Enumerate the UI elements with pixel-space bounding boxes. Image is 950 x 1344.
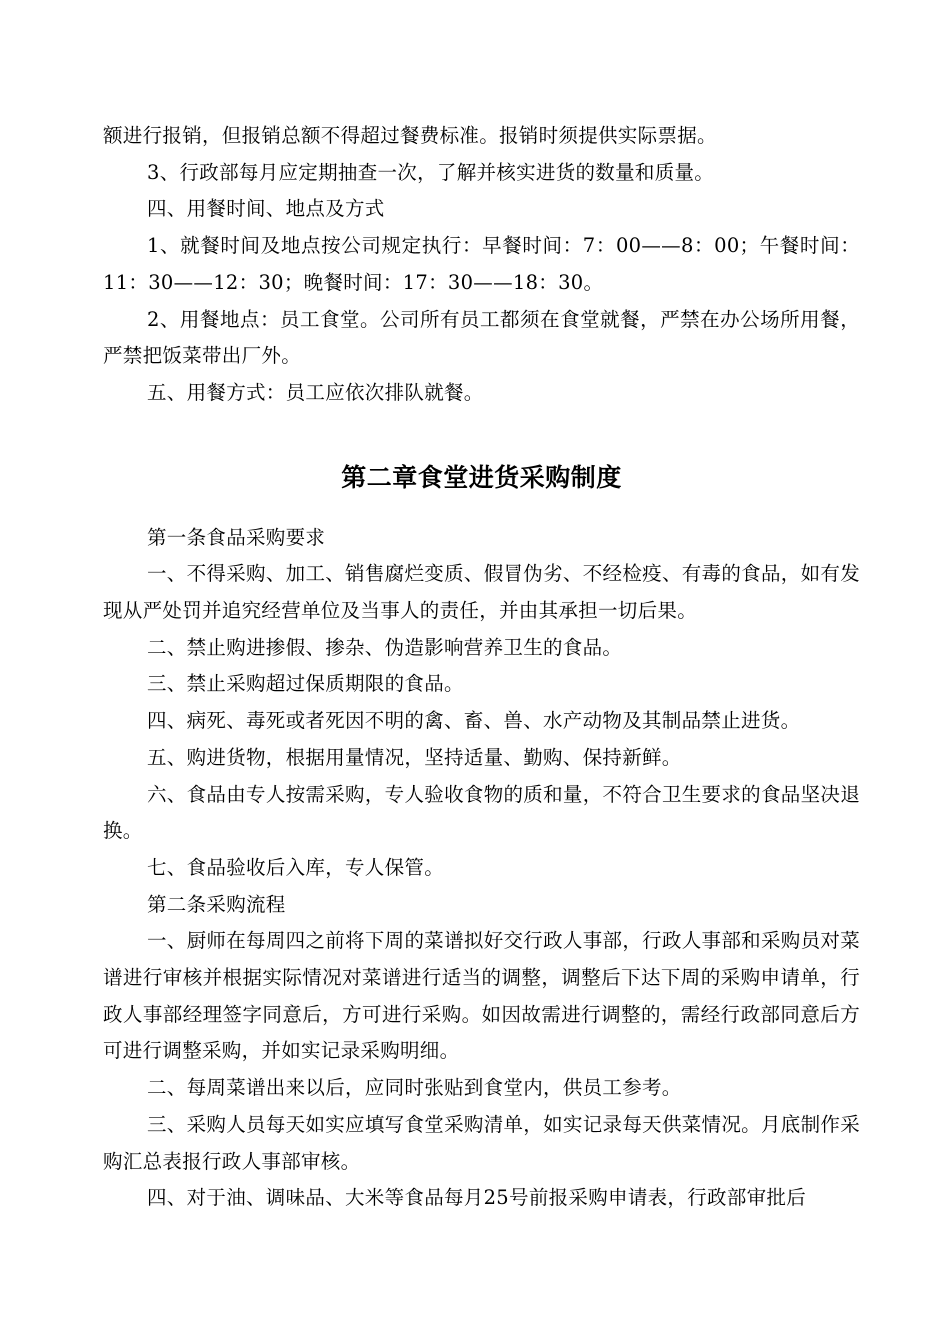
paragraph: 三、禁止采购超过保质期限的食品。: [147, 672, 464, 696]
document-body: [103, 118, 860, 1217]
paragraph: 六、食品由专人按需采购，专人验收食物的质和量，不符合卫生要求的食品坚决退换。: [103, 782, 860, 843]
chapter-title: 第二章食堂进货采购制度: [341, 462, 622, 492]
article-heading: 第二条采购流程: [147, 892, 286, 916]
chapter-heading-block: [103, 412, 860, 520]
paragraph: 四、对于油、调味品、大米等食品每月25号前报采购申请表，行政部审批后: [147, 1186, 807, 1210]
paragraph: 三、采购人员每天如实应填写食堂采购清单，如实记录每天供菜情况。月底制作采购汇总表报行政人事部审核。: [103, 1112, 860, 1173]
paragraph: 五、用餐方式：员工应依次排队就餐。: [147, 380, 484, 404]
paragraph: 额进行报销，但报销总额不得超过餐费标准。报销时须提供实际票据。: [103, 124, 717, 147]
paragraph: 3、行政部每月应定期抽查一次，了解并核实进货的数量和质量。: [147, 160, 715, 184]
section-heading: 四、用餐时间、地点及方式: [147, 197, 385, 221]
article-heading: 第一条食品采购要求: [147, 525, 326, 549]
paragraph: 四、病死、毒死或者死因不明的禽、畜、兽、水产动物及其制品禁止进货。: [147, 709, 801, 733]
paragraph: 2、用餐地点：员工食堂。公司所有员工都须在食堂就餐，严禁在办公场所用餐，严禁把饭菜带出厂外。: [103, 307, 860, 368]
paragraph: 一、不得采购、加工、销售腐烂变质、假冒伪劣、不经检疫、有毒的食品，如有发现从严处罚并追究经营单位及当事人的责任，并由其承担一切后果。: [103, 562, 860, 623]
paragraph: 一、厨师在每周四之前将下周的菜谱拟好交行政人事部，行政人事部和采购员对菜谱进行审核并根据实际情况对菜谱进行适当的调整，调整后下达下周的采购申请单，行政人事部经理签字同意后，方可进行采购。如因故需进行调整的，需经行政部同意后方可进行调整采购，并如实记录采购明细。: [103, 929, 860, 1063]
paragraph: 五、购进货物，根据用量情况，坚持适量、勤购、保持新鲜。: [147, 745, 682, 769]
paragraph: 二、禁止购进掺假、掺杂、伪造影响营养卫生的食品。: [147, 635, 623, 659]
paragraph: 二、每周菜谱出来以后，应同时张贴到食堂内，供员工参考。: [147, 1076, 682, 1100]
paragraph: 七、食品验收后入库，专人保管。: [147, 855, 445, 879]
paragraph: 1、就餐时间及地点按公司规定执行：早餐时间：7：00——8：00；午餐时间：11：30——12：30；晚餐时间：17：30——18：30。: [103, 234, 860, 294]
